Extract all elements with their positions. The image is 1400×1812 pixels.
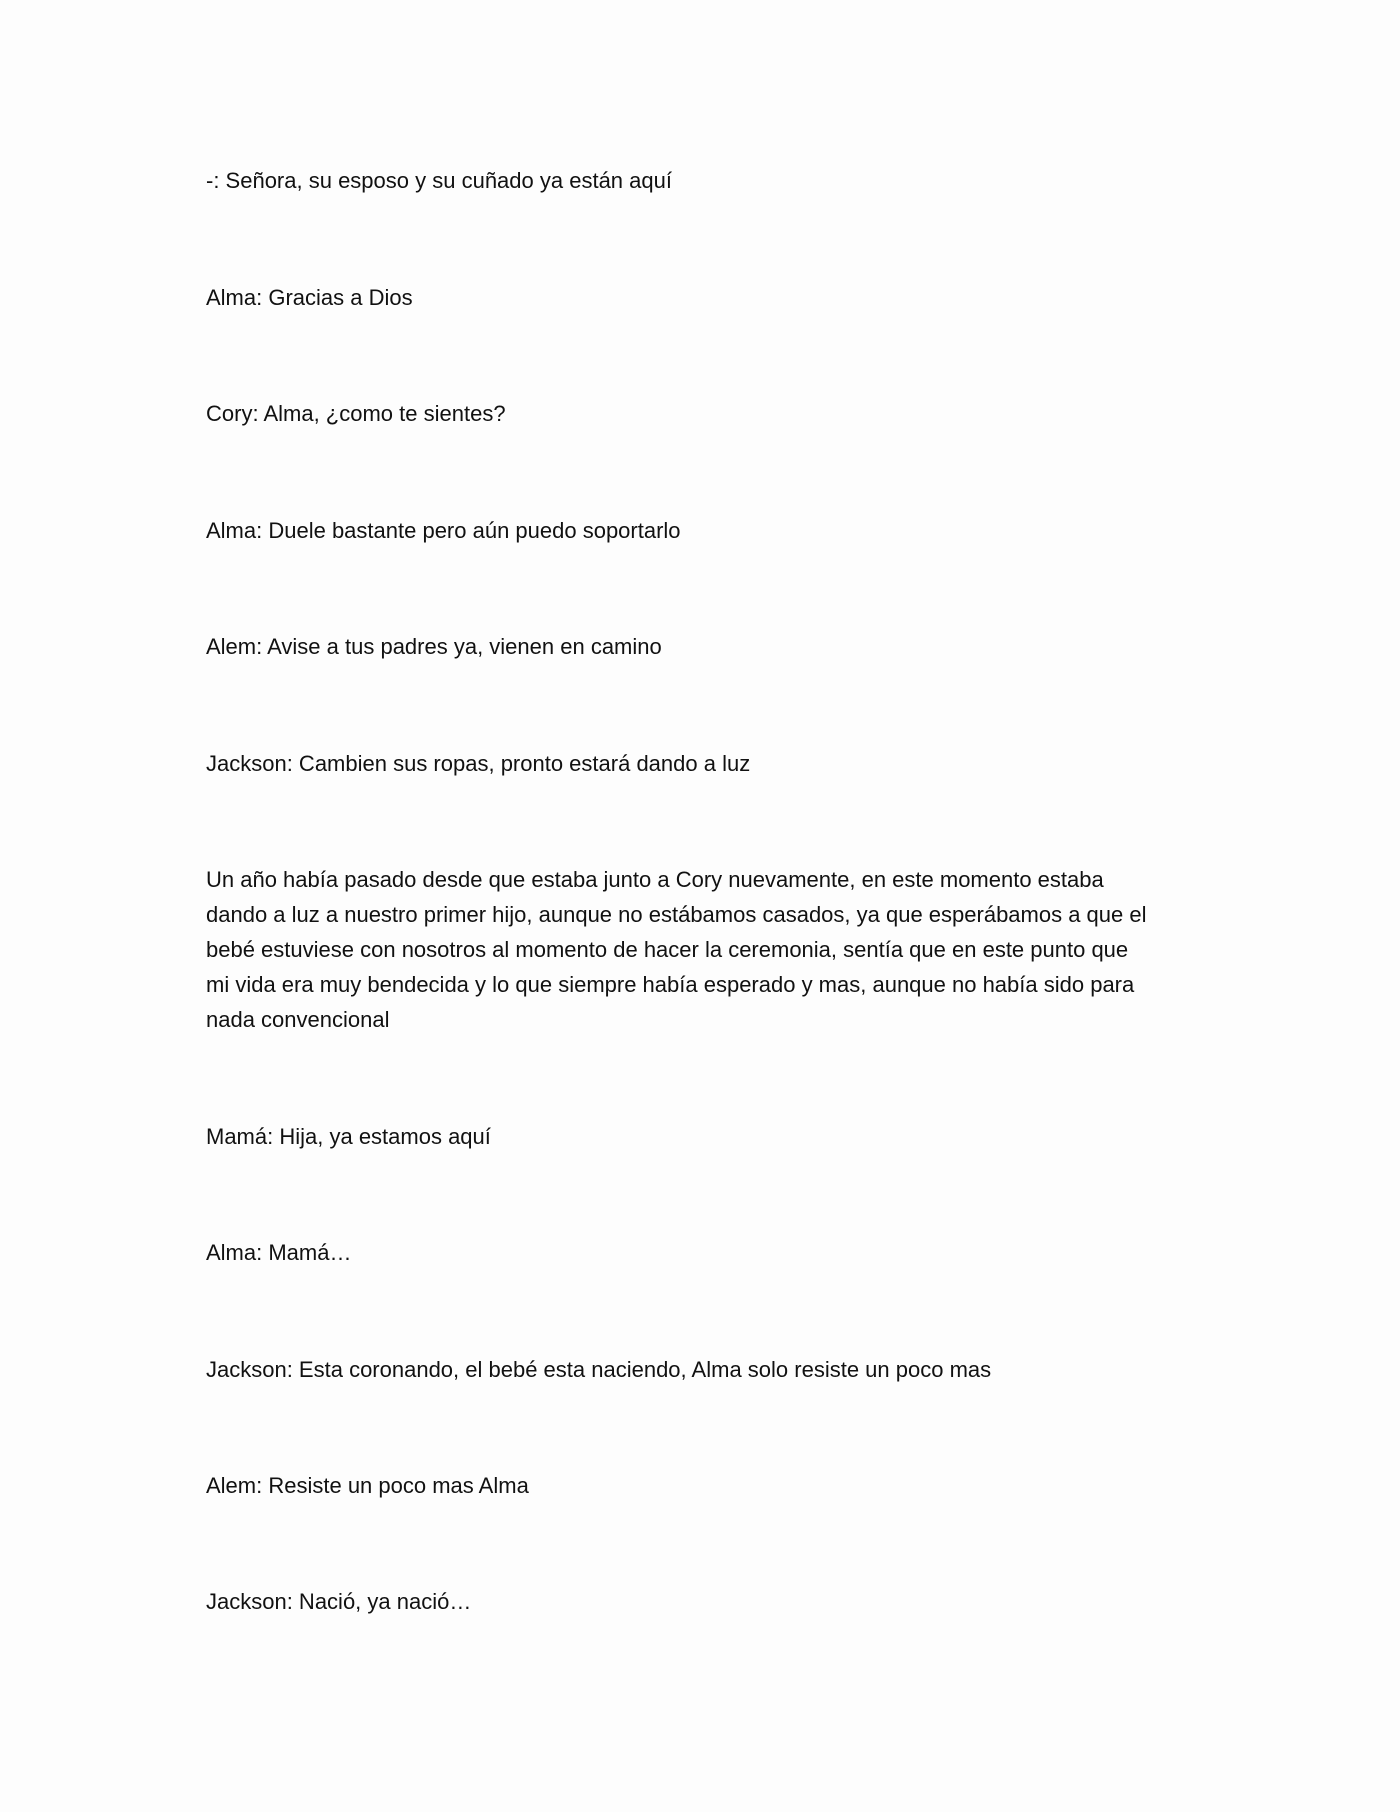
dialogue-line: Mamá: Hija, ya estamos aquí <box>206 1124 491 1149</box>
dialogue-line: Jackson: Nació, ya nació… <box>206 1589 472 1614</box>
dialogue-line: Alma: Gracias a Dios <box>206 285 413 310</box>
dialogue-line: Jackson: Esta coronando, el bebé esta naciendo, Alma solo resiste un poco mas <box>206 1357 992 1382</box>
paragraph-line: nada convencional <box>206 1007 390 1032</box>
dialogue-line: Alem: Avise a tus padres ya, vienen en camino <box>206 634 662 659</box>
dialogue-line: Cory: Alma, ¿como te sientes? <box>206 401 506 426</box>
dialogue-line: Alem: Resiste un poco mas Alma <box>206 1473 529 1498</box>
paragraph-line: mi vida era muy bendecida y lo que siempre había esperado y mas, aunque no había sido para <box>206 972 1135 997</box>
dialogue-line: Alma: Duele bastante pero aún puedo soportarlo <box>206 518 681 543</box>
paragraph-line: Un año había pasado desde que estaba junto a Cory nuevamente, en este momento estaba <box>206 867 1104 892</box>
narrative-paragraph <box>206 862 1186 1037</box>
dialogue-line: -: Señora, su esposo y su cuñado ya están aquí <box>206 168 672 193</box>
dialogue-line: Alma: Mamá… <box>206 1240 352 1265</box>
dialogue-line: Jackson: Cambien sus ropas, pronto estará dando a luz <box>206 751 751 776</box>
paragraph-line: bebé estuviese con nosotros al momento de hacer la ceremonia, sentía que en este punto que <box>206 937 1129 962</box>
paragraph-line: dando a luz a nuestro primer hijo, aunque no estábamos casados, ya que esperábamos a que el <box>206 902 1147 927</box>
